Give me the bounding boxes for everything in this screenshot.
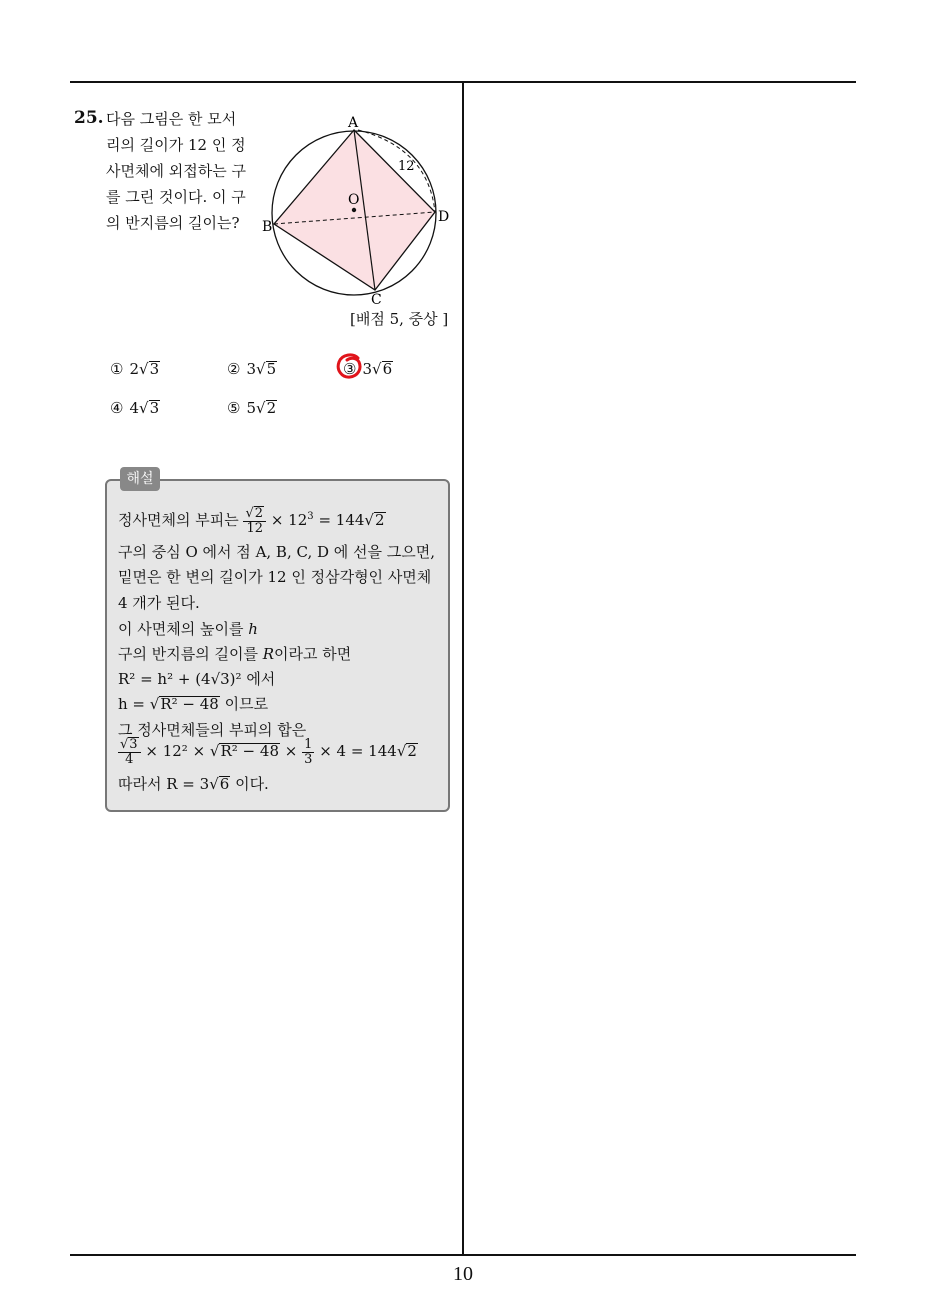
solution-line-9: 그 정사면체들의 부피의 합은 (118, 721, 307, 739)
column-divider (462, 82, 464, 1256)
solution-text: 구의 반지름의 길이를 (118, 645, 258, 663)
denominator: 3 (304, 751, 313, 767)
question-number: 25. (74, 108, 104, 128)
choice-coef: 5 (246, 399, 256, 417)
radicand: 3 (129, 737, 138, 752)
question-line: 사면체에 외접하는 구 (106, 162, 246, 180)
fraction (118, 737, 141, 767)
solution-text: 이 사면체의 높이를 (118, 620, 244, 638)
solution-line-10 (118, 737, 418, 767)
sqrt-icon: √ (396, 742, 407, 760)
sqrt-icon: √ (209, 775, 219, 793)
sqrt-icon: √ (209, 742, 220, 760)
sqrt-icon: √ (372, 360, 382, 378)
solution-line-11 (118, 773, 269, 794)
solution-text: × 4 = 144 (319, 742, 397, 760)
label-D: D (438, 209, 450, 225)
choice-coef: 4 (129, 399, 139, 417)
solution-text: 따라서 R = 3 (118, 775, 210, 793)
variable: h (248, 620, 258, 638)
bottom-rule (70, 1254, 856, 1256)
fraction (243, 506, 266, 536)
solution-text: 이므로 (224, 695, 269, 713)
question-text (106, 106, 248, 236)
choice-number: ② (227, 360, 241, 378)
solution-line-8 (118, 693, 268, 714)
question-line: 다음 그림은 한 모서 (106, 110, 237, 128)
solution-text: 정사면체의 부피는 (118, 511, 239, 529)
solution-text: 이다. (235, 775, 269, 793)
choice-number: ① (110, 360, 124, 378)
sqrt-icon: √ (120, 737, 129, 752)
sqrt-icon: √ (149, 695, 160, 713)
question-line: 리의 길이가 12 인 정 (106, 136, 246, 154)
denominator: 12 (246, 521, 264, 536)
choice-number: ⑤ (227, 399, 241, 417)
page-number: 10 (453, 1263, 473, 1285)
solution-text: h = (118, 695, 145, 713)
sqrt-icon: √ (139, 360, 149, 378)
denominator: 4 (125, 752, 134, 767)
radicand: 2 (374, 511, 385, 529)
label-edge-12: 12 (398, 159, 415, 174)
tetrahedron-sphere-figure (258, 108, 458, 308)
choice-2[interactable] (227, 360, 277, 378)
solution-text: × 12 (270, 511, 308, 529)
label-O: O (348, 192, 360, 208)
solution-text: × (284, 742, 298, 760)
radicand: 2 (407, 742, 417, 760)
solution-tag: 해설 (120, 467, 160, 491)
sqrt-icon: √ (139, 399, 149, 417)
solution-line-2: 구의 중심 O 에서 점 A, B, C, D 에 선을 그으면, (118, 543, 436, 561)
solution-text: 이라고 하면 (274, 645, 352, 663)
score-label: [배점 5, 중상 ] (350, 310, 449, 328)
choice-radicand: 3 (149, 360, 160, 378)
choice-radicand: 2 (266, 399, 277, 417)
choice-radicand: 6 (382, 360, 393, 378)
solution-line-5 (118, 618, 258, 639)
choice-5[interactable] (227, 399, 277, 417)
radicand: R² − 48 (160, 695, 219, 713)
solution-line-6 (118, 643, 351, 664)
choice-1[interactable] (110, 360, 160, 378)
sqrt-icon: √ (256, 360, 266, 378)
fraction (302, 738, 314, 767)
label-A: A (348, 115, 359, 131)
selected-answer-circle-icon (336, 352, 364, 380)
sqrt-icon: √ (245, 506, 254, 521)
label-B: B (262, 219, 273, 235)
choice-radicand: 5 (266, 360, 277, 378)
variable: R (262, 645, 275, 663)
numerator: 1 (304, 736, 313, 752)
solution-text: = 144 (318, 511, 365, 529)
sqrt-icon: √ (256, 399, 266, 417)
choice-4[interactable] (110, 399, 160, 417)
choice-number: ④ (110, 399, 124, 417)
sqrt-icon: √ (364, 511, 374, 529)
question-line: 를 그린 것이다. 이 구 (106, 188, 246, 206)
solution-text: × 12² × (145, 742, 206, 760)
solution-line-1 (118, 506, 386, 536)
choice-coef: 3 (362, 360, 372, 378)
choice-number: ③ (343, 360, 357, 378)
center-point (352, 208, 356, 212)
radicand: 6 (219, 775, 230, 793)
label-C: C (371, 292, 382, 308)
choice-coef: 2 (129, 360, 139, 378)
question-line: 의 반지름의 길이는? (106, 214, 240, 232)
solution-line-4: 4 개가 된다. (118, 594, 200, 612)
choice-coef: 3 (246, 360, 256, 378)
radicand: R² − 48 (220, 742, 279, 760)
solution-line-7: R² = h² + (4√3)² 에서 (118, 670, 276, 688)
solution-line-3: 밑면은 한 변의 길이가 12 인 정삼각형인 사면체 (118, 568, 432, 586)
exponent: 3 (307, 511, 314, 522)
radicand: 2 (254, 506, 264, 521)
choice-radicand: 3 (149, 399, 160, 417)
